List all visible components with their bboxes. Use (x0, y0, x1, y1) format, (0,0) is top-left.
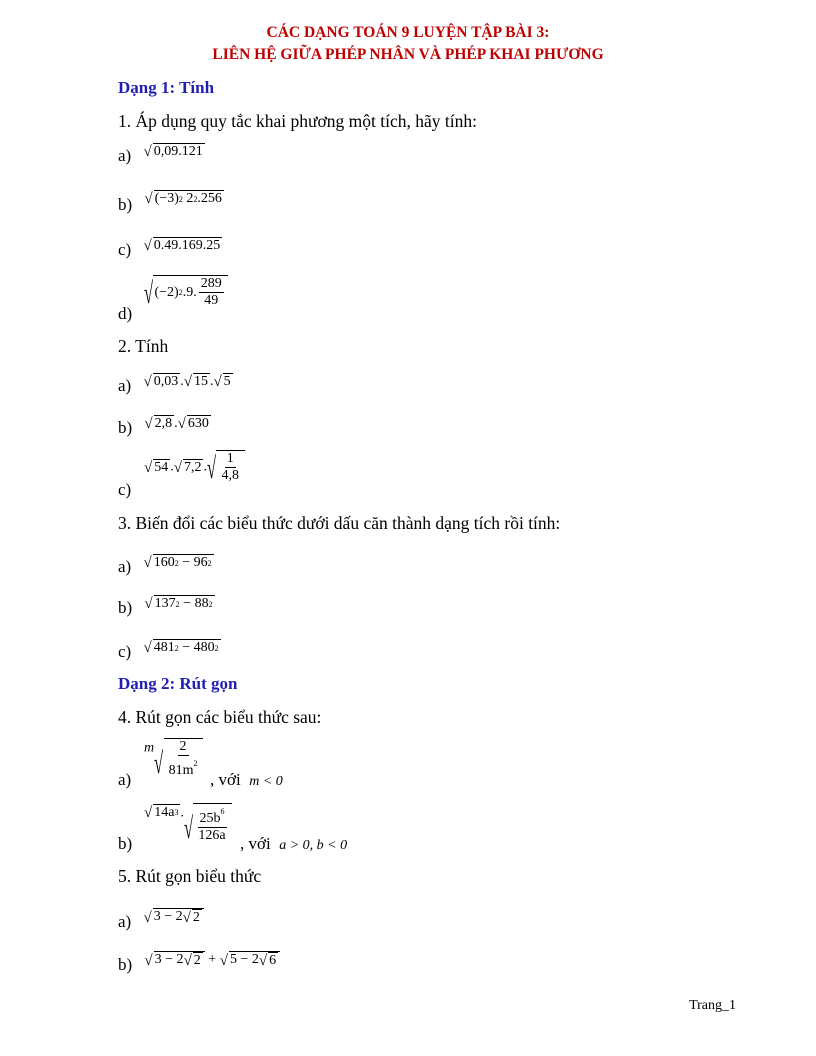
q3b-term-1: 137 (154, 596, 176, 612)
q4b-dot: . (180, 805, 184, 821)
q1d-base: (−2) (154, 284, 179, 300)
q2a-radicand-1: 0,03 (153, 374, 179, 390)
q1b-exp2: 2 (193, 194, 198, 204)
q1b-tail: .256 (197, 191, 222, 207)
label-b: b) (118, 834, 133, 853)
q2c-denominator: 4,8 (221, 468, 239, 483)
question-5: 5. Rút gọn biểu thức (118, 866, 262, 886)
q2c-radicand-1: 54 (154, 459, 169, 475)
q3c-exp-1: 2 (174, 643, 179, 653)
q2b-radicand-1: 2,8 (154, 416, 173, 432)
q5b-inner-2: 6 (269, 952, 277, 968)
q4a-condition-math: m < 0 (249, 774, 283, 789)
label-c: c) (118, 642, 132, 661)
q4a-exp: 2 (193, 759, 198, 768)
q3a-exp-1: 2 (174, 558, 179, 568)
q1d-numerator: 289 (200, 276, 222, 291)
q2a-radicand-2: 15 (193, 374, 208, 390)
q5a-expression: √ 3 − 2 √ 2 (143, 909, 203, 924)
label-a: a) (118, 770, 132, 789)
q5a-prefix: 3 − 2 (153, 909, 183, 925)
q4a-condition (210, 770, 283, 790)
q1a-radicand: 0,09.121 (153, 144, 203, 160)
q1a-expression: √ 0,09.121 (143, 144, 203, 161)
q2b-dot: . (174, 416, 178, 431)
q4b-exp-2: 6 (220, 807, 225, 816)
q3c-term-1: 481 (153, 640, 175, 656)
label-c: c) (118, 480, 132, 499)
q4b-expression: √ 14a 3 . √ $\frac{25b^6}{126a}$ (144, 803, 232, 844)
q2b-expression: √ 2,8 . √ 630 (144, 416, 209, 433)
q3b-term-2: 88 (194, 596, 209, 612)
q2c-dot-1: . (170, 459, 174, 475)
label-a: a) (118, 557, 132, 576)
label-b: b) (118, 598, 133, 617)
q3-a (118, 557, 214, 577)
q4a-denominator: 81m (168, 763, 194, 778)
q5b-prefix-1: 3 − 2 (154, 952, 184, 968)
label-d: d) (118, 304, 133, 323)
q3b-exp-1: 2 (175, 599, 180, 609)
q2a-radicand-3: 5 (223, 374, 231, 390)
q4a-m: m (144, 740, 155, 756)
label-a: a) (118, 376, 132, 395)
label-c: c) (118, 240, 132, 259)
q1-c (118, 240, 222, 260)
label-a: a) (118, 146, 132, 165)
q4b-condition (240, 834, 347, 854)
q1d-expression: √ (−2) 2 .9. $\frac{289}{49}$ (144, 275, 228, 309)
q2a-dot-2: . (209, 374, 214, 389)
q5-a (118, 909, 204, 933)
q1b-expression: √ (−3) 2 2 2 .256 (144, 191, 222, 208)
q1b-base: (−3) (154, 191, 179, 207)
q2c-radicand-2: 7,2 (183, 459, 202, 475)
q5-b (118, 952, 280, 976)
q1d-mid: .9. (182, 284, 197, 300)
q1d-fraction (199, 276, 224, 309)
q2b-radicand-2: 630 (187, 416, 209, 432)
q4a-fraction (167, 739, 200, 779)
q4b-fraction (196, 804, 227, 844)
q4b-denominator: 126a (198, 828, 226, 843)
section-heading-1: Dạng 1: Tính (118, 78, 215, 97)
q3a-expression: √ 160 2 − 96 2 (143, 555, 212, 572)
q5b-expression: √ 3 − 2 √ 2 + √ 5 − 2 √ 6 (144, 952, 280, 967)
q2-a (118, 376, 233, 396)
q1d-denominator: 49 (204, 293, 219, 308)
q5b-prefix-2: 5 − 2 (229, 952, 259, 968)
q4a-numerator: 2 (179, 739, 187, 754)
question-4: 4. Rút gọn các biểu thức sau: (118, 707, 322, 727)
q3b-exp-2: 2 (208, 599, 213, 609)
q1c-expression: √ 0.49.169.25 (143, 238, 221, 255)
q5b-plus: + (208, 952, 217, 967)
label-a: a) (118, 912, 132, 931)
q3b-expression: √ 137 2 − 88 2 (144, 596, 213, 613)
q2a-expression: √ 0,03 . √ 15 . √ 5 (143, 374, 231, 391)
question-2: 2. Tính (118, 336, 169, 356)
q1b-exp: 2 (178, 194, 183, 204)
q1b-rest: 2 (186, 191, 194, 207)
q3a-term-2: 96 (193, 555, 208, 571)
q2c-numerator: 1 (226, 451, 234, 466)
label-b: b) (118, 418, 133, 437)
q2c-dot-2: . (203, 459, 207, 475)
q1-b (118, 191, 224, 215)
q5a-inner: 2 (192, 909, 200, 925)
q3-c (118, 642, 221, 662)
q3-b (118, 598, 215, 618)
q4b-exp-1: 3 (174, 808, 179, 818)
label-b: b) (118, 955, 133, 974)
q4b-radicand-1: 14a (154, 804, 175, 820)
q2-b (118, 418, 211, 438)
question-3: 3. Biến đổi các biểu thức dưới dấu căn thành dạng tích rồi tính: (118, 513, 561, 533)
q2a-dot-1: . (180, 374, 184, 389)
q3c-term-2: 480 (193, 640, 215, 656)
section-heading-2: Dạng 2: Rút gọn (118, 674, 238, 693)
label-b: b) (118, 195, 133, 214)
q3c-expression: √ 481 2 − 480 2 (143, 640, 219, 657)
title-line-1: CÁC DẠNG TOÁN 9 LUYỆN TẬP BÀI 3: (266, 24, 550, 41)
q1d-exp: 2 (178, 288, 183, 297)
q5b-inner-1: 2 (193, 952, 201, 968)
q1-a (118, 146, 205, 166)
q4b-numerator: 25b (199, 811, 221, 826)
q3a-exp-2: 2 (207, 558, 212, 568)
q2c-expression: √ 54 . √ 7,2 . √ $\frac{1}{4,8}$ (144, 450, 245, 484)
q4b-condition-text: , với (240, 834, 271, 853)
title-line-2: LIÊN HỆ GIỮA PHÉP NHÂN VÀ PHÉP KHAI PHƯƠNG (212, 46, 604, 63)
question-1: 1. Áp dụng quy tắc khai phương một tích, hãy tính: (118, 111, 477, 131)
page-number: Trang_1 (689, 998, 736, 1013)
q3c-exp-2: 2 (214, 643, 219, 653)
q4a-expression: m √ $\frac{2}{81m^2}$ (144, 738, 203, 779)
q4b-condition-math: a > 0, b < 0 (279, 838, 348, 853)
q3a-term-1: 160 (153, 555, 175, 571)
q1c-radicand: 0.49.169.25 (153, 238, 221, 254)
q4a-condition-text: , với (210, 770, 241, 789)
q2c-fraction (219, 451, 241, 484)
